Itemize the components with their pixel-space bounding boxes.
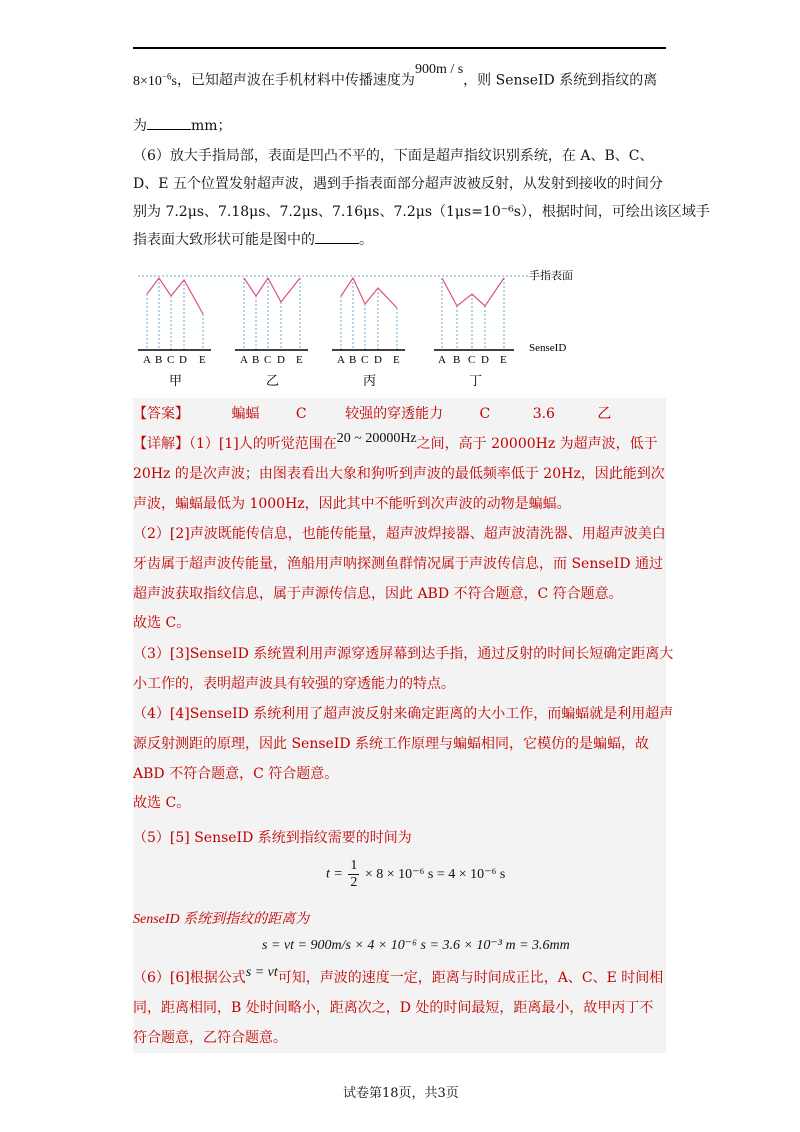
- svg-text:A: A: [337, 354, 345, 366]
- svg-text:E: E: [500, 354, 507, 366]
- svg-text:甲: 甲: [169, 374, 183, 389]
- svg-text:C: C: [361, 354, 369, 366]
- answer-blank: [147, 115, 191, 130]
- panel-yi: [235, 278, 308, 350]
- question-line-2: 为 mm；: [133, 112, 232, 140]
- detail-p2-line3: 超声波获取指纹信息，属于声源传信息，因此 ABD 不符合题意，C 符合题意。: [133, 586, 623, 602]
- svg-text:E: E: [296, 354, 303, 366]
- svg-text:B: B: [453, 354, 461, 366]
- panel-ding: [434, 278, 514, 350]
- detail-p4-line4: 故选 C。: [133, 795, 191, 811]
- detail-p4-line1: （4）[4]SenseID 系统利用了超声波反射来确定距离的大小工作，而蝙蝠就是利用超声: [133, 706, 674, 722]
- detail-p5-line2: SenseID 系统到指纹的距离为: [133, 912, 310, 927]
- svg-text:B: B: [252, 354, 260, 366]
- answer-blank: [315, 229, 359, 244]
- svg-text:C: C: [264, 354, 272, 366]
- detail-p2-line4: 故选 C。: [133, 615, 191, 631]
- svg-text:E: E: [393, 354, 400, 366]
- svg-text:B: B: [349, 354, 357, 366]
- panel-bing: [332, 278, 405, 350]
- svg-text:A: A: [438, 354, 446, 366]
- svg-text:C: C: [167, 354, 175, 366]
- svg-text:D: D: [277, 354, 285, 366]
- sensor-label: SenseID: [529, 342, 567, 354]
- formula-distance: s = vt = 900m/s × 4 × 10⁻⁶ s = 3.6 × 10⁻³ m = 3.6mm: [262, 938, 570, 953]
- panel-captions: [169, 374, 482, 389]
- detail-p5-line1: （5）[5] SenseID 系统到指纹需要的时间为: [133, 830, 412, 846]
- detail-p1-line2: 20Hz 的是次声波；由图表看出大象和狗听到声波的最低频率低于 20Hz，因此能到次: [133, 466, 665, 482]
- formula-time: t = $\frac{1}{2}$ × 8 × 10⁻⁶ s = 4 × 10⁻⁶ s: [326, 858, 506, 890]
- detail-p2-line2: 牙齿属于超声波传能量，渔船用声呐探测鱼群情况属于声波传信息，而 SenseID 通过: [133, 556, 664, 572]
- top-rule: [133, 47, 666, 49]
- detail-p1-line3: 声波，蝙蝠最低为 1000Hz，因此其中不能听到次声波的动物是蝙蝠。: [133, 496, 571, 512]
- question-line-1: $8\times 10^{-6}s$，已知超声波在手机材料中传播速度为900m / s，则 SenseID 系统到指纹的离: [133, 61, 658, 89]
- detail-p6-line2: 同，距离相同，B 处时间略小，距离次之，D 处的时间最短，距离最小，故甲丙丁不: [133, 1000, 654, 1016]
- q6-line-1: （6）放大手指局部，表面是凹凸不平的，下面是超声指纹识别系统，在 A、B、C、: [133, 148, 654, 164]
- svg-text:C: C: [468, 354, 476, 366]
- speed-value: 900m / s: [414, 61, 464, 77]
- detail-p4-line2: 源反射测距的原理，因此 SenseID 系统工作原理与蝙蝠相同，它模仿的是蝙蝠，故: [133, 736, 650, 752]
- svg-text:D: D: [179, 354, 187, 366]
- svg-text:D: D: [481, 354, 489, 366]
- page-footer: 试卷第18页，共3页: [343, 1086, 459, 1101]
- svg-text:丙: 丙: [363, 374, 377, 389]
- detail-p3-line1: （3）[3]SenseID 系统置利用声源穿透屏幕到达手指，通过反射的时间长短确定距离大: [133, 646, 674, 662]
- svg-text:丁: 丁: [469, 374, 483, 389]
- detail-p4-line3: ABD 不符合题意，C 符合题意。: [133, 766, 339, 782]
- time-value: $8\times 10^{-6}s$: [133, 71, 177, 89]
- panel-jia: [138, 278, 211, 350]
- detail-p1-line1: 【详解】（1）[1]人的听觉范围在20 ~ 20000Hz之间，高于 20000Hz 为超声波，低于: [133, 431, 658, 452]
- svg-text:E: E: [199, 354, 206, 366]
- finger-label: 手指表面: [529, 270, 573, 282]
- q6-line-4: 指表面大致形状可能是图中的 。: [133, 226, 373, 254]
- svg-text:乙: 乙: [266, 374, 280, 389]
- svg-text:A: A: [240, 354, 248, 366]
- detail-p6-line3: 符合题意，乙符合题意。: [133, 1030, 287, 1046]
- answer-line: 【答案】 蝙蝠 C 较强的穿透能力 C 3.6 乙: [133, 406, 612, 422]
- answer-tag: 【答案】: [133, 406, 189, 422]
- finger-surface-figure: [133, 266, 613, 396]
- detail-p2-line1: （2）[2]声波既能传信息，也能传能量，超声波焊接器、超声波清洗器、用超声波美白: [133, 526, 666, 542]
- detail-p6-line1: （6）[6]根据公式s = vt可知，声波的速度一定，距离与时间成正比，A、C、E 时间相: [133, 965, 664, 986]
- detail-tag: 【详解】: [133, 436, 189, 452]
- q6-line-2: D、E 五个位置发射超声波，遇到手指表面部分超声波被反射，从发射到接收的时间分: [133, 176, 663, 192]
- detail-p3-line2: 小工作的，表明超声波具有较强的穿透能力的特点。: [133, 676, 455, 692]
- svg-text:A: A: [143, 354, 151, 366]
- q6-line-3: 别为 7.2μs、7.18μs、7.2μs、7.16μs、7.2μs（1μs=10⁻⁶s），根据时间，可绘出该区域手: [133, 204, 710, 220]
- svg-text:B: B: [155, 354, 163, 366]
- point-labels: [143, 354, 507, 366]
- svg-text:D: D: [374, 354, 382, 366]
